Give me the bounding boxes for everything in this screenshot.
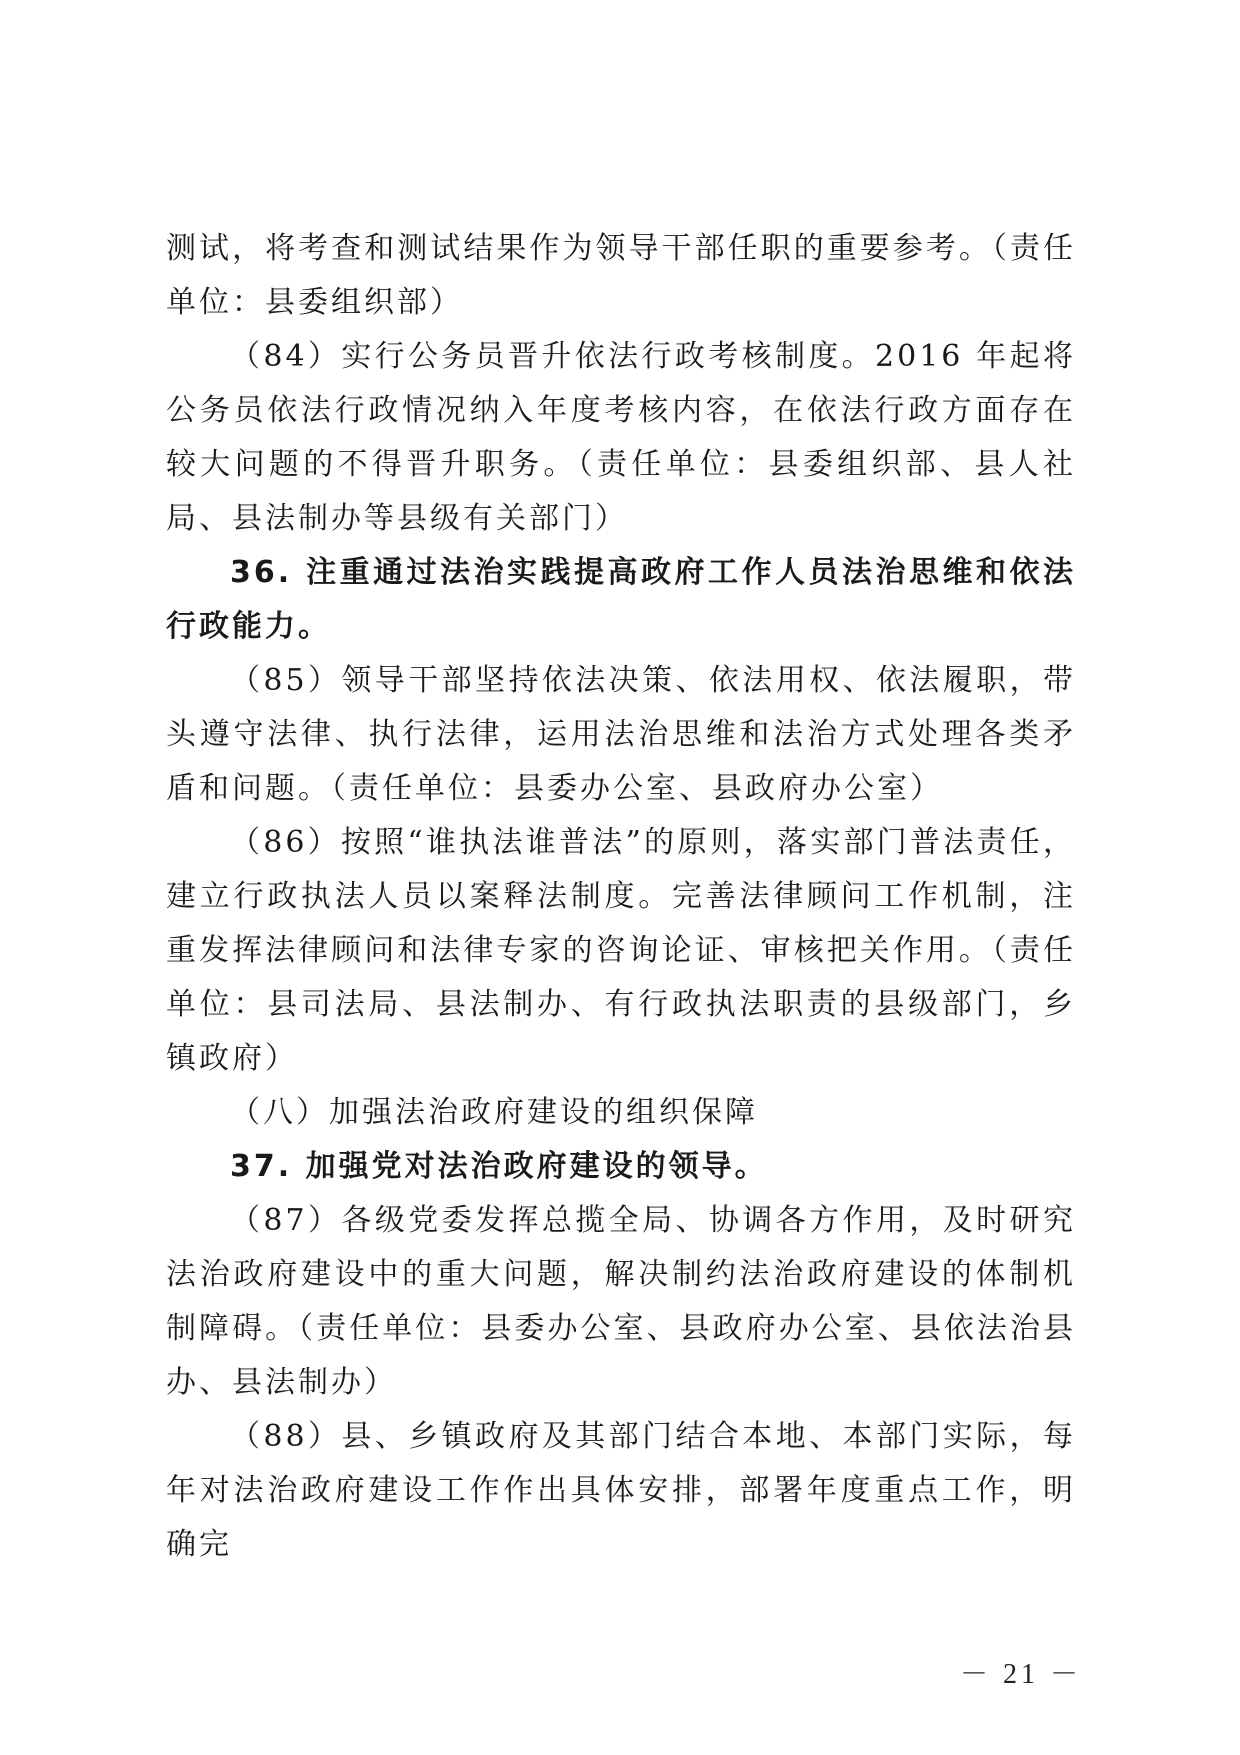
paragraph-84: （84）实行公务员晋升依法行政考核制度。2016 年起将公务员依法行政情况纳入年度考核内容，在依法行政方面存在较大问题的不得晋升职务。（责任单位：县委组织部、县人社局、县法制办等县级有关部门） (166, 339, 1076, 536)
document-body (166, 222, 1076, 1572)
paragraph-87: （87）各级党委发挥总揽全局、协调各方作用，及时研究法治政府建设中的重大问题，解决制约法治政府建设的体制机制障碍。（责任单位：县委办公室、县政府办公室、县依法治县办、县法制办） (166, 1203, 1076, 1400)
subsection-heading-8: （八）加强法治政府建设的组织保障 (230, 1095, 758, 1130)
paragraph-88: （88）县、乡镇政府及其部门结合本地、本部门实际，每年对法治政府建设工作作出具体安排，部署年度重点工作，明确完 (166, 1419, 1076, 1562)
paragraph-85: （85）领导干部坚持依法决策、依法用权、依法履职，带头遵守法律、执行法律，运用法治思维和法治方式处理各类矛盾和问题。（责任单位：县委办公室、县政府办公室） (166, 663, 1076, 806)
page-number: － 21 － (959, 1659, 1082, 1690)
section-heading-37: 37. 加强党对法治政府建设的领导。 (230, 1149, 768, 1184)
paragraph-86: （86）按照“谁执法谁普法”的原则，落实部门普法责任，建立行政执法人员以案释法制度。完善法律顾问工作机制，注重发挥法律顾问和法律专家的咨询论证、审核把关作用。（责任单位：县司法局、县法制办、有行政执法职责的县级部门，乡镇政府） (166, 825, 1076, 1076)
section-heading-36: 36. 注重通过法治实践提高政府工作人员法治思维和依法行政能力。 (166, 555, 1076, 644)
paragraph-1: 测试，将考查和测试结果作为领导干部任职的重要参考。（责任单位：县委组织部） (166, 231, 1076, 320)
